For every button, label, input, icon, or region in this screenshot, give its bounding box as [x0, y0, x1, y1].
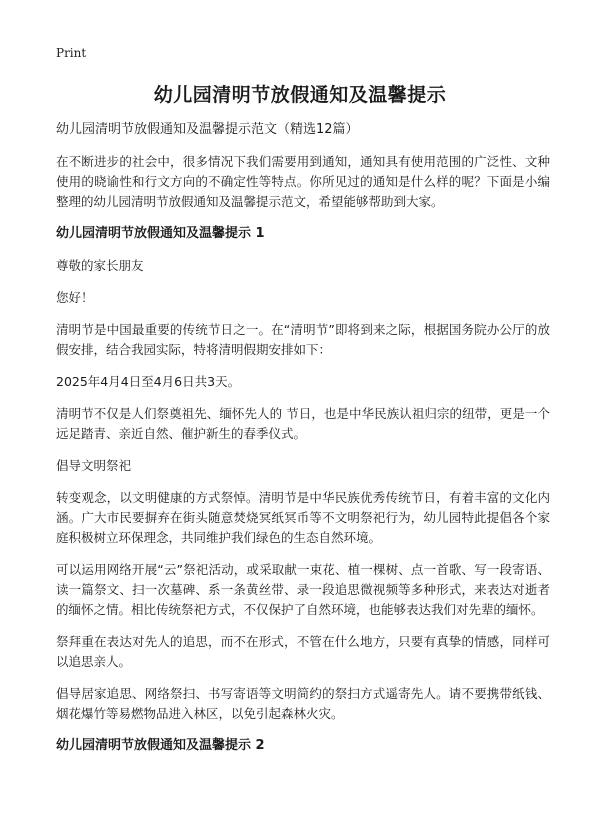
paragraph-remembrance: 祭拜重在表达对先人的追思，而不在形式，不管在什么地方，只要有真挚的情感，同样可以追思亲人。	[56, 634, 550, 669]
holiday-date: 2025年4月4日至4月6日共3天。	[56, 374, 241, 389]
page-title: 幼儿园清明节放假通知及温馨提示	[153, 84, 447, 106]
section-1-heading: 幼儿园清明节放假通知及温馨提示 1	[56, 226, 265, 241]
intro-paragraph: 在不断进步的社会中，很多情况下我们需要用到通知，通知具有使用范围的广泛性、文种使用的晓谕性和行文方向的不确定性等特点。你所见过的通知是什么样的呢？下面是小编整理的幼儿园清明节放假通知及温馨提示范文，希望能够帮助到大家。	[56, 154, 550, 209]
section-2-heading: 幼儿园清明节放假通知及温馨提示 2	[56, 738, 265, 753]
paragraph-festival-meaning: 清明节不仅是人们祭奠祖先、缅怀先人的 节日，也是中华民族认祖归宗的纽带，更是一个远足踏青、亲近自然、催护新生的春季仪式。	[56, 406, 550, 441]
document-body	[56, 120, 550, 768]
subheading-civilized-worship: 倡导文明祭祀	[56, 458, 132, 473]
greeting: 尊敬的家长朋友	[56, 258, 144, 273]
hello: 您好！	[56, 290, 94, 305]
paragraph-holiday-schedule: 清明节是中国最重要的传统节日之一。在“清明节”即将到来之际，根据国务院办公厅的放假安排，结合我园实际，特将清明假期安排如下：	[56, 322, 550, 357]
paragraph-change-ideas: 转变观念，以文明健康的方式祭悼。清明节是中华民族优秀传统节日，有着丰富的文化内涵。广大市民要摒弃在街头随意焚烧冥纸冥币等不文明祭祀行为，幼儿园特此提倡各个家庭积极树立环保理念，共同维护我们绿色的生态自然环境。	[56, 490, 550, 545]
print-link[interactable]: Print	[56, 46, 87, 60]
paragraph-cloud-worship: 可以运用网络开展“云”祭祀活动，或采取献一束花、植一棵树、点一首歌、写一段寄语、读一篇祭文、扫一次墓碑、系一条黄丝带、录一段追思微视频等多种形式，来表达对逝者的缅怀之情。相比传统祭祀方式，不仅保护了自然环境，也能够表达我们对先辈的缅怀。	[56, 562, 550, 617]
paragraph-fire-safety: 倡导居家追思、网络祭扫、书写寄语等文明简约的祭扫方式遥寄先人。请不要携带纸钱、烟花爆竹等易燃物品进入林区，以免引起森林火灾。	[56, 686, 550, 721]
document-subtitle: 幼儿园清明节放假通知及温馨提示范文（精选12篇）	[56, 122, 359, 137]
